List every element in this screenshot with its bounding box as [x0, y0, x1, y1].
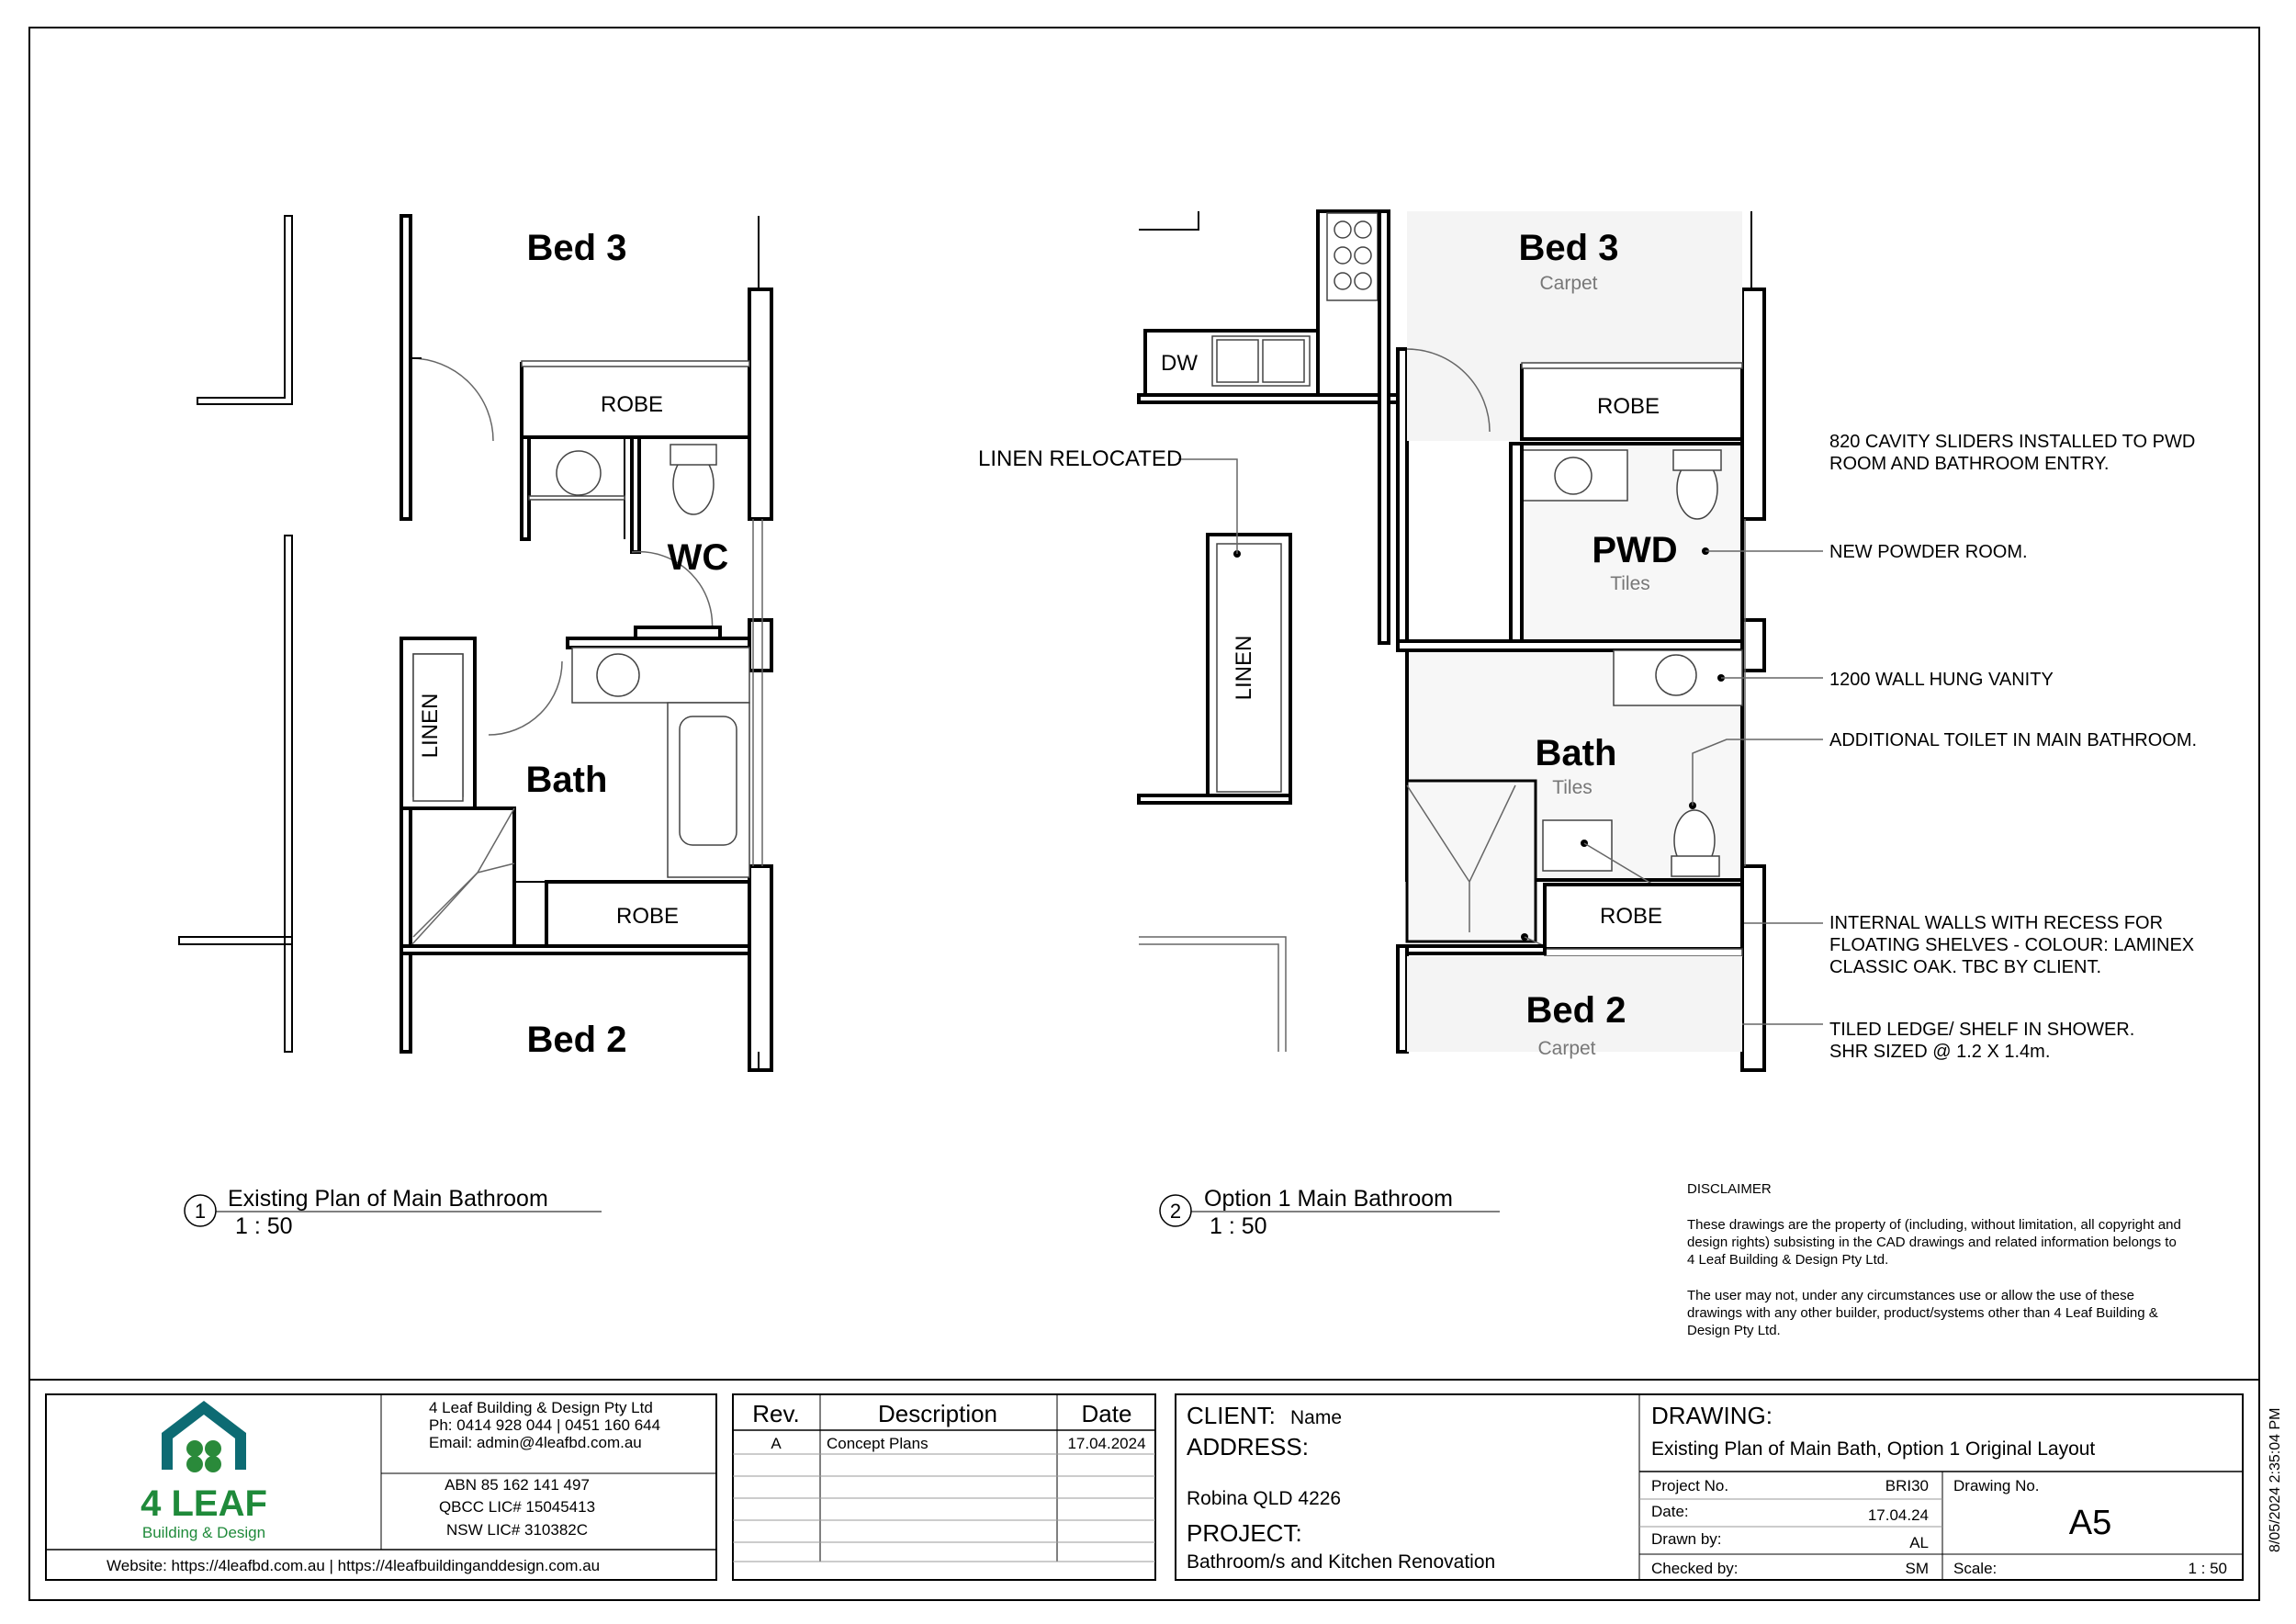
- plan2-caption: [1160, 1186, 1500, 1239]
- plan2-caption-title: Option 1 Main Bathroom: [1204, 1186, 1453, 1212]
- checked-label: Checked by:: [1651, 1560, 1739, 1577]
- plan2-caption-number: 2: [1169, 1200, 1182, 1223]
- plan1-caption: [185, 1186, 602, 1239]
- checked-value: SM: [1905, 1560, 1929, 1577]
- disclaimer-para2-line1: The user may not, under any circumstances use or allow the use of these: [1687, 1288, 2134, 1303]
- plan2-room-pwd: PWD: [1592, 530, 1678, 570]
- logo-subtext: Building & Design: [141, 1524, 266, 1541]
- plan2-room-bed3: Bed 3: [1518, 228, 1619, 268]
- note-6-line-1: TILED LEDGE/ SHELF IN SHOWER.: [1829, 1020, 2135, 1040]
- note-4-line-1: ADDITIONAL TOILET IN MAIN BATHROOM.: [1829, 730, 2198, 750]
- revision-row-description: Concept Plans: [827, 1435, 929, 1452]
- logo-text: 4 LEAF: [141, 1483, 267, 1524]
- scale-value: 1 : 50: [2188, 1560, 2227, 1577]
- plan2-linen-relocated: LINEN RELOCATED: [978, 446, 1183, 471]
- company-abn: ABN 85 162 141 497: [445, 1476, 590, 1494]
- plan1-room-bed3: Bed 3: [526, 228, 627, 268]
- drawn-label: Drawn by:: [1651, 1530, 1722, 1548]
- plan1-room-robe-top: ROBE: [600, 392, 664, 417]
- revision-row-rev: A: [771, 1435, 782, 1452]
- drawing-no-value: A5: [2068, 1504, 2112, 1542]
- plan2-notes: [1829, 432, 2197, 1062]
- address-label: ADDRESS:: [1187, 1433, 1309, 1460]
- client-drawing-block: [1176, 1394, 2243, 1580]
- print-timestamp: 8/05/2024 2:35:04 PM: [2268, 1407, 2283, 1552]
- plan2-room-linen: LINEN: [1232, 635, 1256, 701]
- plan1-caption-scale: 1 : 50: [235, 1213, 293, 1239]
- plan2-room-bed3-finish: Carpet: [1539, 273, 1598, 294]
- disclaimer-heading: DISCLAIMER: [1687, 1181, 1772, 1197]
- plan1-caption-number: 1: [194, 1200, 207, 1223]
- plan2-room-bed2: Bed 2: [1525, 990, 1626, 1031]
- plan1-room-linen: LINEN: [418, 693, 443, 759]
- revision-row-date: 17.04.2024: [1067, 1435, 1146, 1452]
- note-5-line-2: FLOATING SHELVES - COLOUR: LAMINEX: [1829, 935, 2195, 955]
- disclaimer-para2-line3: Design Pty Ltd.: [1687, 1323, 1781, 1338]
- plan1-room-robe-bottom: ROBE: [615, 904, 680, 929]
- client-name: Name: [1290, 1407, 1343, 1428]
- drawing-label: DRAWING:: [1651, 1402, 1773, 1429]
- plan2-room-bed2-finish: Carpet: [1537, 1038, 1596, 1059]
- plan2-caption-scale: 1 : 50: [1210, 1213, 1267, 1239]
- date-value: 17.04.24: [1867, 1506, 1929, 1524]
- project-value: Bathroom/s and Kitchen Renovation: [1187, 1551, 1496, 1573]
- plan2-room-bath-finish: Tiles: [1552, 777, 1593, 798]
- project-label: PROJECT:: [1187, 1519, 1302, 1547]
- plan2-room-robe-top: ROBE: [1596, 394, 1660, 419]
- project-no-label: Project No.: [1651, 1477, 1729, 1494]
- plan2-room-pwd-finish: Tiles: [1610, 573, 1650, 594]
- note-5-line-1: INTERNAL WALLS WITH RECESS FOR: [1829, 913, 2164, 933]
- plan-option1: [978, 211, 1823, 1070]
- disclaimer-para1-line2: design rights) subsisting in the CAD drawings and related information belongs to: [1687, 1235, 2177, 1250]
- revisions-header-description: Description: [877, 1400, 998, 1427]
- revisions-table: [733, 1394, 1155, 1580]
- note-1-line-1: 820 CAVITY SLIDERS INSTALLED TO PWD: [1829, 432, 2196, 452]
- note-1-line-2: ROOM AND BATHROOM ENTRY.: [1829, 454, 2110, 474]
- plan1-room-bed2: Bed 2: [526, 1020, 627, 1060]
- disclaimer: [1687, 1181, 2181, 1338]
- drawing-no-label: Drawing No.: [1953, 1477, 2040, 1494]
- plan2-room-robe-bottom: ROBE: [1599, 904, 1663, 929]
- plan2-room-dw: DW: [1161, 351, 1198, 376]
- note-3-line-1: 1200 WALL HUNG VANITY: [1829, 670, 2054, 690]
- note-2-line-1: NEW POWDER ROOM.: [1829, 542, 2028, 562]
- company-logo: [141, 1401, 267, 1541]
- address-value: Robina QLD 4226: [1187, 1488, 1342, 1509]
- disclaimer-para2-line2: drawings with any other builder, product/systems other than 4 Leaf Building &: [1687, 1305, 2158, 1321]
- disclaimer-para1-line1: These drawings are the property of (including, without limitation, all copyright and: [1687, 1217, 2181, 1233]
- drawn-value: AL: [1909, 1534, 1929, 1551]
- scale-label: Scale:: [1953, 1560, 1998, 1577]
- date-label: Date:: [1651, 1503, 1689, 1520]
- plan1-room-bath: Bath: [525, 760, 608, 800]
- sheet-border: [29, 28, 2259, 1600]
- company-block: [46, 1394, 716, 1580]
- company-email: Email: admin@4leafbd.com.au: [429, 1434, 642, 1451]
- client-label: CLIENT:: [1187, 1402, 1276, 1429]
- revisions-header-date: Date: [1081, 1400, 1132, 1427]
- plan1-caption-title: Existing Plan of Main Bathroom: [228, 1186, 548, 1212]
- note-6-line-2: SHR SIZED @ 1.2 X 1.4m.: [1829, 1042, 2051, 1062]
- note-5-line-3: CLASSIC OAK. TBC BY CLIENT.: [1829, 957, 2102, 977]
- plan1-room-wc: WC: [667, 537, 729, 578]
- project-no-value: BRI30: [1885, 1477, 1929, 1494]
- company-phone: Ph: 0414 928 044 | 0451 160 644: [429, 1416, 661, 1434]
- company-name: 4 Leaf Building & Design Pty Ltd: [429, 1399, 653, 1416]
- disclaimer-para1-line3: 4 Leaf Building & Design Pty Ltd.: [1687, 1252, 1889, 1268]
- company-nsw: NSW LIC# 310382C: [445, 1521, 589, 1539]
- plan2-room-bath: Bath: [1535, 733, 1617, 773]
- company-website: Website: https://4leafbd.com.au | https://4leafbuildinganddesign.com.au: [107, 1557, 601, 1574]
- revisions-header-rev: Rev.: [752, 1400, 800, 1427]
- drawing-title: Existing Plan of Main Bath, Option 1 Original Layout: [1651, 1438, 2096, 1460]
- plan-existing: [179, 216, 771, 1070]
- company-qbcc: QBCC LIC# 15045413: [438, 1498, 596, 1516]
